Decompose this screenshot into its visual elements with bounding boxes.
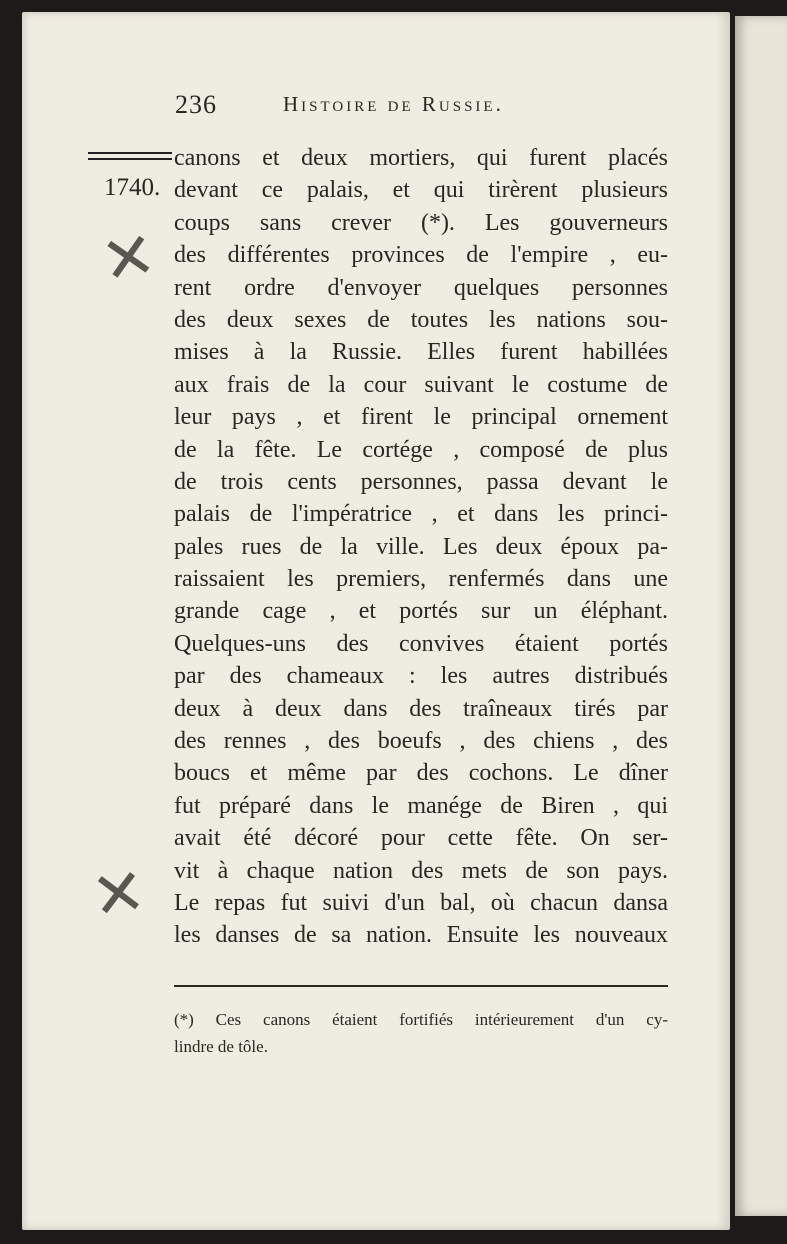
text-line: de trois cents personnes, passa devant le [174,468,668,495]
text-line: les danses de sa nation. Ensuite les nouveaux [174,922,668,949]
text-line: coups sans crever (*). Les gouverneurs [174,209,668,236]
text-line: des deux sexes de toutes les nations sou- [174,306,668,333]
text-line: des différentes provinces de l'empire , eu- [174,242,668,269]
text-line: leur pays , et firent le principal ornement [174,404,668,431]
facing-page-edge [735,16,787,1216]
footnote-rule [174,985,668,987]
text-line: vit à chaque nation des mets de son pays. [174,857,668,884]
text-line: grande cage , et portés sur un éléphant. [174,598,668,625]
text-line: des rennes , des boeufs , des chiens , des [174,728,668,755]
running-title: Histoire de Russie. [283,92,504,116]
page-header [175,90,665,120]
footnote [174,1006,668,1060]
text-line: fut préparé dans le manége de Biren , qui [174,792,668,819]
text-line: devant ce palais, et qui tirèrent plusieurs [174,177,668,204]
text-line: canons et deux mortiers, qui furent placés [174,145,668,171]
pencil-x-mark-icon: ✕ [95,217,162,301]
text-line: pales rues de la ville. Les deux époux pa- [174,533,668,560]
text-line: Quelques-uns des convives étaient portés [174,630,668,657]
footnote-line: lindre de tôle. [174,1037,268,1056]
page-number: 236 [175,90,217,119]
margin-year: 1740. [104,174,161,201]
text-line: aux frais de la cour suivant le costume de [174,371,668,398]
pencil-x-mark-icon: ✕ [87,854,151,936]
text-line: par des chameaux : les autres distribués [174,663,668,690]
text-line: de la fête. Le cortége , composé de plus [174,436,668,463]
margin-rule [88,152,172,160]
text-line: Le repas fut suivi d'un bal, où chacun dansa [174,889,668,916]
text-line: deux à deux dans des traîneaux tirés par [174,695,668,722]
text-line: palais de l'impératrice , et dans les princi- [174,501,668,528]
body-text [174,142,668,952]
text-line: avait été décoré pour cette fête. On ser- [174,825,668,852]
text-line: boucs et même par des cochons. Le dîner [174,760,668,787]
footnote-line: (*) Ces canons étaient fortifiés intérieurement d'un cy- [174,1010,668,1029]
text-line: mises à la Russie. Elles furent habillées [174,339,668,366]
text-line: raissaient les premiers, renfermés dans une [174,566,668,593]
text-line: rent ordre d'envoyer quelques personnes [174,274,668,301]
